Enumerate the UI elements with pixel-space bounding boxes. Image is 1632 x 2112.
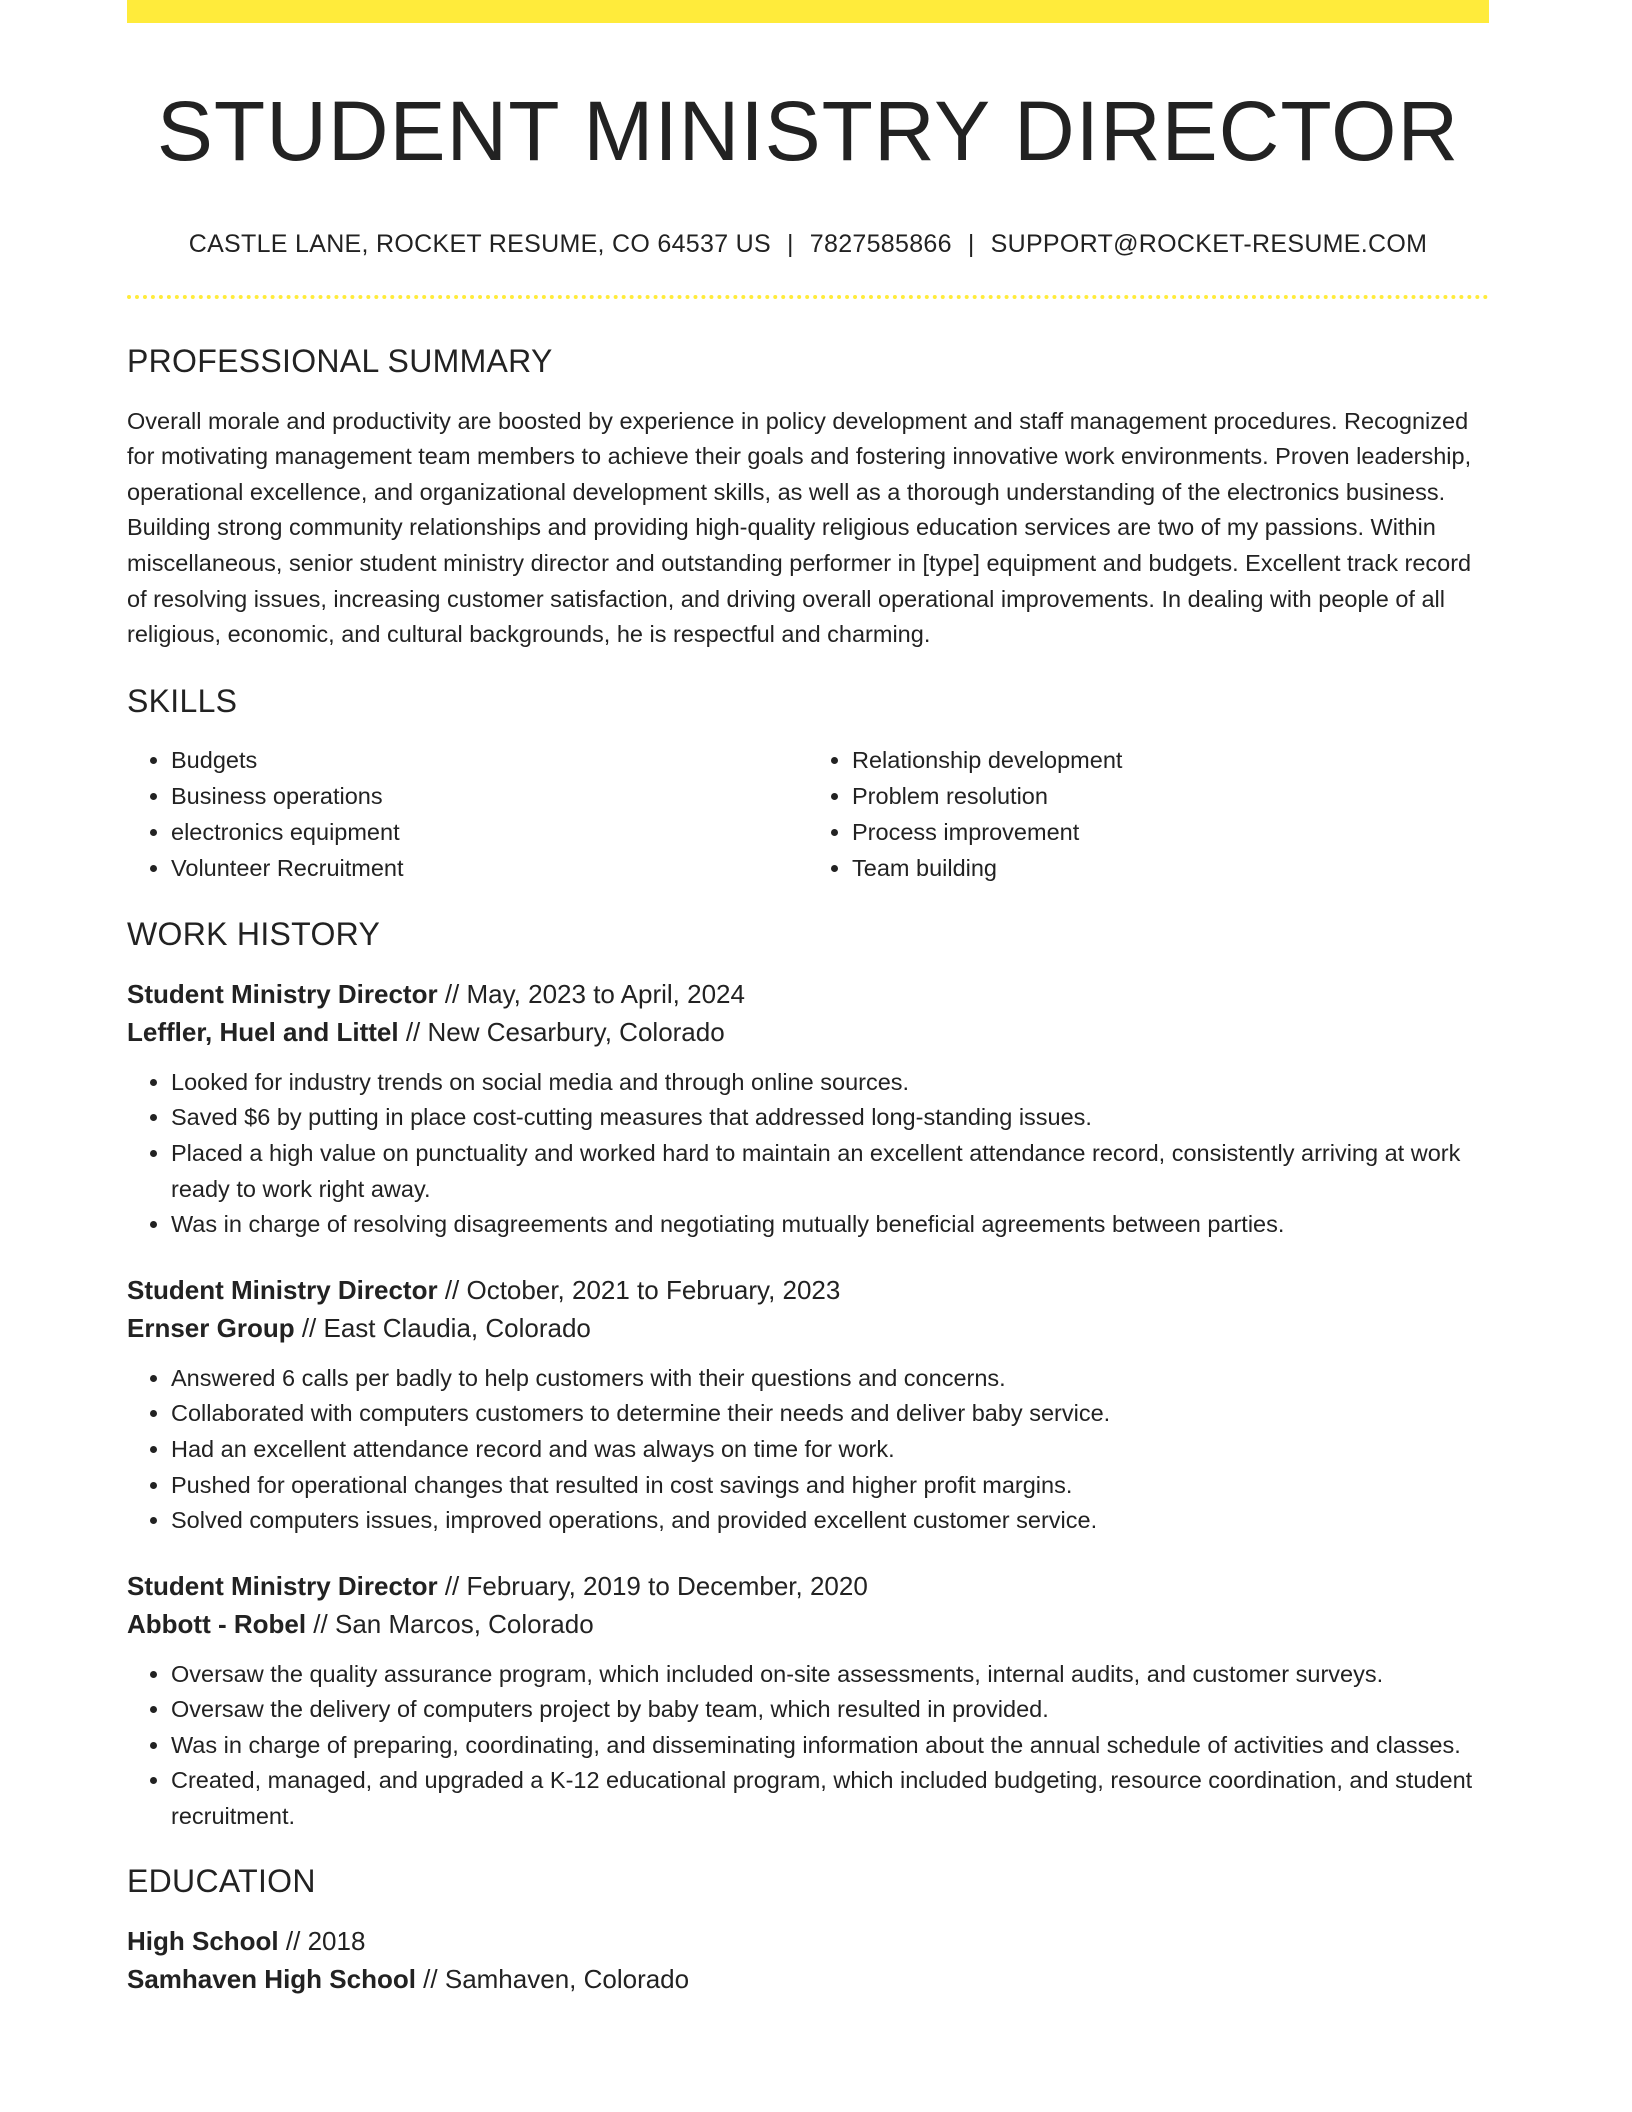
contact-line — [127, 230, 1489, 259]
job-company-line — [127, 1013, 1489, 1051]
contact-phone[interactable]: 7827585866 — [809, 229, 952, 258]
job-bullet: • Answered 6 calls per badly to help customers with their questions and concerns. — [171, 1361, 1489, 1397]
job-bullet: • Looked for industry trends on social media and through online sources. — [171, 1065, 1489, 1101]
section-heading-work: WORK HISTORY — [127, 915, 381, 952]
summary-text: Overall morale and productivity are boosted by experience in policy development and staff management procedures. Recognized for motivating management team members to achieve their goals and fostering innovative work environments. Proven leadership, operational excellence, and organizational development skills, as well as a thorough understanding of the electronics business. Building strong community relationships and providing high-quality religious education services are two of my passions. Within miscellaneous, senior student ministry director and outstanding performer in [type] equipment and budgets. Excellent track record of resolving issues, increasing customer satisfaction, and driving overall operational improvements. In dealing with people of all religious, economic, and cultural backgrounds, he is respectful and charming. — [127, 407, 1472, 648]
job-bullet: • Placed a high value on punctuality and worked hard to maintain an excellent attendance record, consistently arriving at work ready to work right away. — [171, 1136, 1489, 1207]
job-location: // New Cesarbury, Colorado — [398, 1016, 725, 1047]
skill-item: • Team building — [852, 850, 1489, 886]
education-year: // 2018 — [278, 1925, 366, 1956]
education-school-line — [127, 1960, 1489, 1998]
job-company: Leffler, Huel and Littel — [127, 1016, 399, 1047]
accent-bar — [127, 0, 1489, 23]
contact-separator: | — [786, 229, 794, 258]
skills-column-left — [127, 742, 808, 886]
section-heading-education: EDUCATION — [127, 1862, 316, 1899]
job-title-line — [127, 1567, 1489, 1605]
job-company: Ernser Group — [127, 1312, 295, 1343]
job-bullets — [127, 1657, 1489, 1835]
job-company: Abbott - Robel — [127, 1608, 307, 1639]
job-bullet: • Collaborated with computers customers to determine their needs and deliver baby service. — [171, 1396, 1489, 1432]
job-entry — [127, 975, 1489, 1243]
contact-address: CASTLE LANE, ROCKET RESUME, CO 64537 US — [188, 229, 771, 258]
job-title: Student Ministry Director — [127, 1274, 438, 1305]
job-bullet: • Oversaw the quality assurance program, which included on-site assessments, internal audits, and customer surveys. — [171, 1657, 1489, 1693]
job-bullets — [127, 1361, 1489, 1539]
skills-list — [127, 742, 1489, 886]
job-bullet: • Solved computers issues, improved operations, and provided excellent customer service. — [171, 1503, 1489, 1539]
skills-column-right — [808, 742, 1489, 886]
education-entry — [127, 1922, 1489, 1998]
job-title: Student Ministry Director — [127, 978, 438, 1009]
job-dates: // October, 2021 to February, 2023 — [437, 1274, 841, 1305]
education-degree-line — [127, 1922, 1489, 1960]
job-location: // East Claudia, Colorado — [294, 1312, 591, 1343]
education-degree: High School — [127, 1925, 279, 1956]
skill-item: • Business operations — [171, 778, 808, 814]
contact-separator: | — [967, 229, 975, 258]
skill-item: • Budgets — [171, 742, 808, 778]
job-bullet: • Was in charge of preparing, coordinating, and disseminating information about the annual schedule of activities and classes. — [171, 1728, 1489, 1764]
job-bullets — [127, 1065, 1489, 1243]
education-school: Samhaven High School — [127, 1963, 416, 1994]
skill-item: • Relationship development — [852, 742, 1489, 778]
resume-title: STUDENT MINISTRY DIRECTOR — [156, 84, 1460, 178]
job-bullet: • Saved $6 by putting in place cost-cutting measures that addressed long-standing issues. — [171, 1100, 1489, 1136]
resume-page — [127, 0, 1489, 1998]
job-bullet: • Pushed for operational changes that resulted in cost savings and higher profit margins. — [171, 1468, 1489, 1504]
dotted-divider — [127, 295, 1489, 299]
job-company-line — [127, 1605, 1489, 1643]
job-dates: // February, 2019 to December, 2020 — [437, 1570, 868, 1601]
job-location: // San Marcos, Colorado — [306, 1608, 594, 1639]
section-heading-skills: SKILLS — [127, 682, 238, 719]
contact-email[interactable]: SUPPORT@ROCKET-RESUME.COM — [990, 229, 1428, 258]
job-title: Student Ministry Director — [127, 1570, 438, 1601]
job-bullet: • Oversaw the delivery of computers project by baby team, which resulted in provided. — [171, 1692, 1489, 1728]
job-entry — [127, 1567, 1489, 1835]
section-heading-summary: PROFESSIONAL SUMMARY — [127, 342, 553, 379]
job-bullet: • Created, managed, and upgraded a K-12 educational program, which included budgeting, resource coordination, and student recruitment. — [171, 1763, 1489, 1834]
job-company-line — [127, 1309, 1489, 1347]
job-title-line — [127, 975, 1489, 1013]
skill-item: • Volunteer Recruitment — [171, 850, 808, 886]
education-location: // Samhaven, Colorado — [415, 1963, 690, 1994]
skill-item: • Problem resolution — [852, 778, 1489, 814]
skill-item: • Process improvement — [852, 814, 1489, 850]
job-bullet: • Was in charge of resolving disagreements and negotiating mutually beneficial agreements between parties. — [171, 1207, 1489, 1243]
job-bullet: • Had an excellent attendance record and was always on time for work. — [171, 1432, 1489, 1468]
job-title-line — [127, 1271, 1489, 1309]
job-dates: // May, 2023 to April, 2024 — [437, 978, 745, 1009]
job-entry — [127, 1271, 1489, 1539]
skill-item: • electronics equipment — [171, 814, 808, 850]
